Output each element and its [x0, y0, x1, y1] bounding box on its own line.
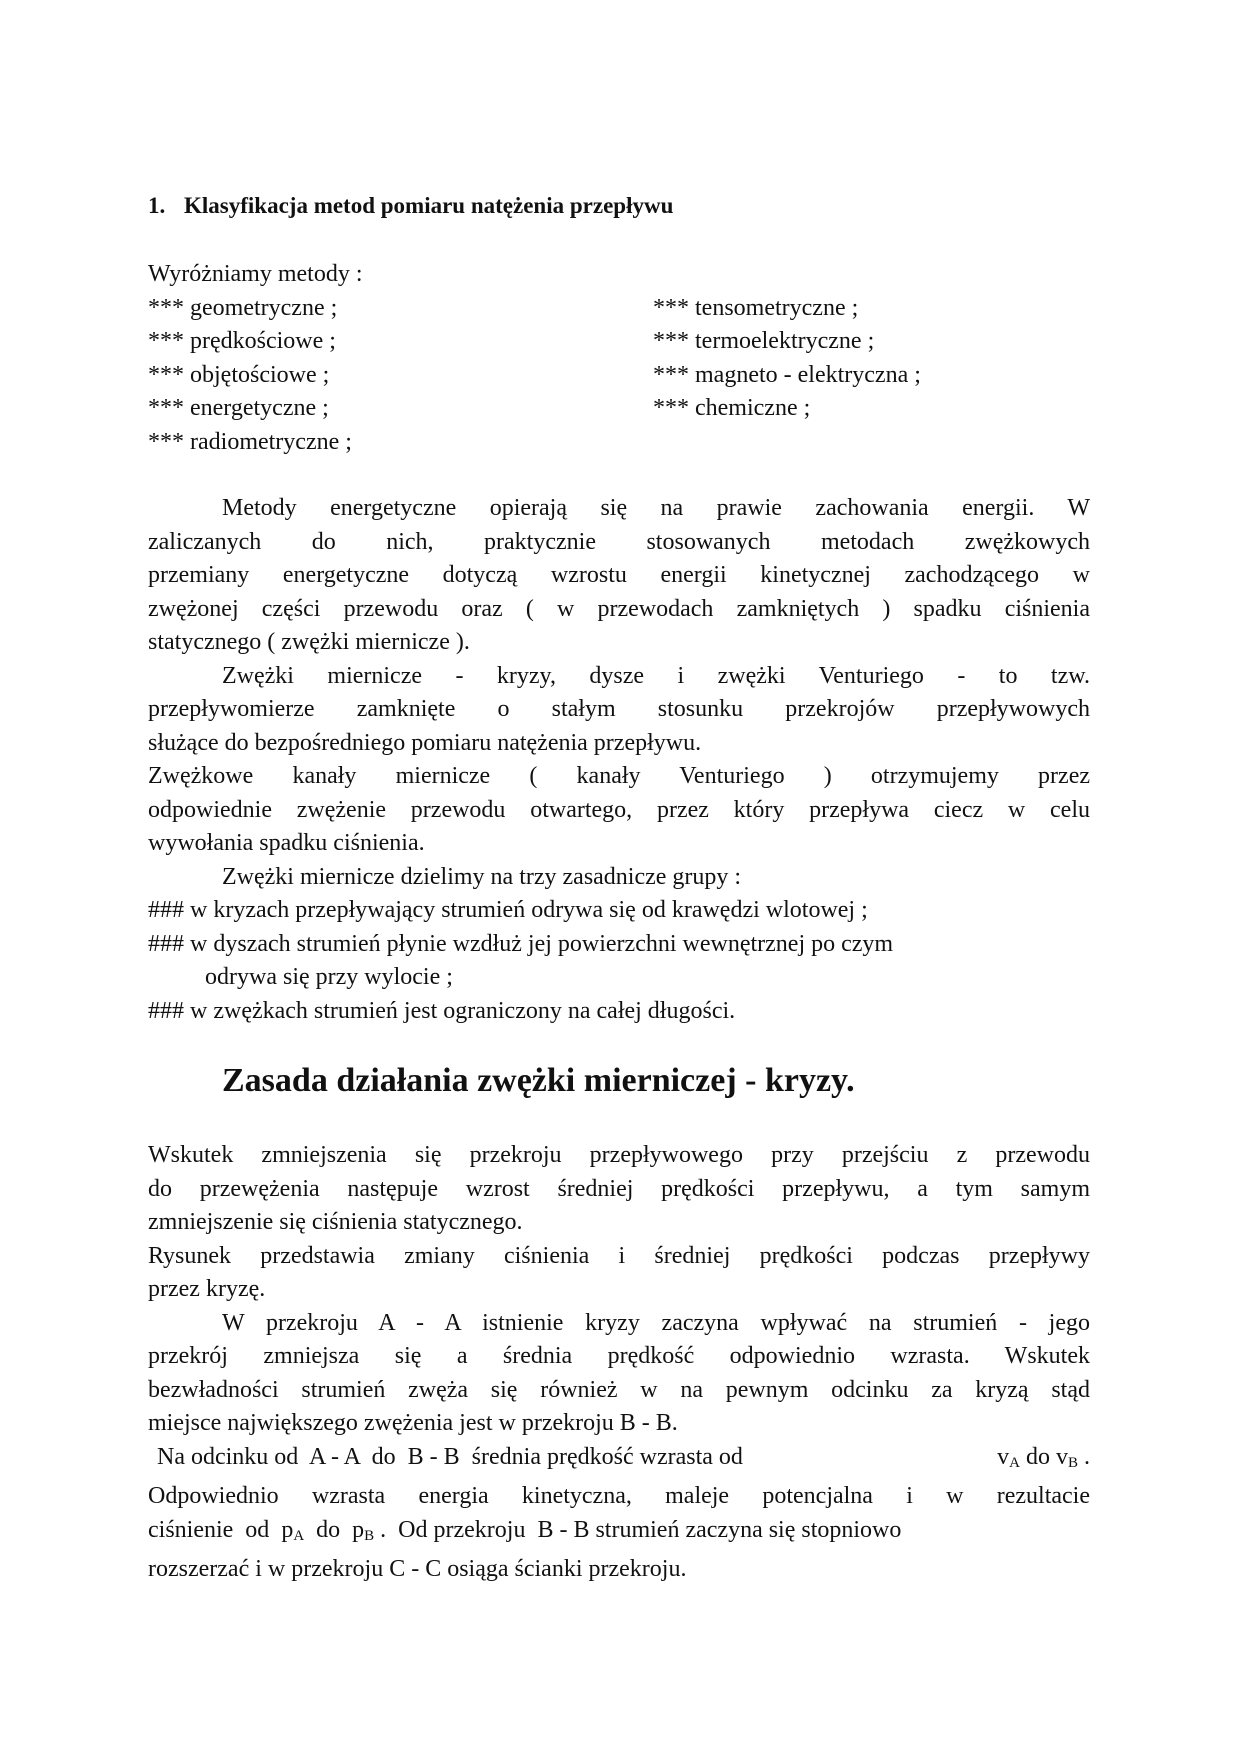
text-line: odpowiednie zwężenie przewodu otwartego, przez który przepływa ciecz w celu — [148, 796, 1090, 823]
text-line: W przekroju A - A istnienie kryzy zaczyna wpływać na strumień - jego — [222, 1309, 1090, 1336]
text-line: zwężonej części przewodu oraz ( w przewodach zamkniętych ) spadku ciśnienia — [148, 595, 1090, 622]
method-item: *** prędkościowe ; — [148, 328, 336, 354]
methods-list — [148, 258, 1090, 459]
group-item-continuation: odrywa się przy wylocie ; — [205, 964, 453, 990]
text-span: do — [1019, 1443, 1056, 1470]
text-span: ciśnienie od — [148, 1516, 282, 1543]
subscript: A — [1009, 1454, 1020, 1471]
text-line: bezwładności strumień zwęża się również w na pewnym odcinku za kryzą stąd — [148, 1376, 1090, 1403]
subscript: A — [293, 1527, 305, 1544]
text-line: Metody energetyczne opierają się na prawie zachowania energii. W — [222, 495, 1090, 521]
method-item: *** energetyczne ; — [148, 395, 329, 421]
section2-heading: Zasada działania zwężki mierniczej - kryzy. — [222, 1062, 855, 1099]
text-line: do przewężenia następuje wzrost średniej prędkości przepływu, a tym samym — [148, 1175, 1090, 1202]
group-item: ### w dyszach strumień płynie wzdłuż jej powierzchni wewnętrznej po czym — [148, 930, 894, 957]
text-line: Rysunek przedstawia zmiany ciśnienia i średniej prędkości podczas przepływy — [148, 1242, 1090, 1269]
text-line: zmniejszenie się ciśnienia statycznego. — [148, 1209, 523, 1235]
group-item: ### w kryzach przepływający strumień odrywa się od krawędzi wlotowej ; — [148, 897, 868, 923]
text-line: Odpowiednio wzrasta energia kinetyczna, maleje potencjalna i w rezultacie — [148, 1483, 1090, 1509]
method-item: *** termoelektryczne ; — [653, 328, 875, 354]
pressure-line — [148, 1514, 1090, 1554]
velocity-line — [148, 1441, 1090, 1481]
pressure-symbol: p — [281, 1516, 294, 1543]
text-span: . — [1078, 1443, 1090, 1470]
text-line: służące do bezpośredniego pomiaru natężenia przepływu. — [148, 729, 702, 756]
text-line: Zwężkowe kanały miernicze ( kanały Venturiego ) otrzymujemy przez — [148, 763, 1090, 789]
method-item: *** objętościowe ; — [148, 361, 330, 388]
velocity-symbol: v — [1055, 1443, 1068, 1470]
text-line: Zwężki miernicze - kryzy, dysze i zwężki Venturiego - to tzw. — [222, 662, 1090, 689]
section-title-text: Klasyfikacja metod pomiaru natężenia przepływu — [184, 193, 674, 218]
section1-body — [148, 492, 1090, 1028]
method-item: *** radiometryczne ; — [148, 428, 352, 455]
text-line: zaliczanych do nich, praktycznie stosowanych metodach zwężkowych — [148, 528, 1090, 555]
text-span: . Od przekroju B - B strumień zaczyna się stopniowo — [374, 1516, 902, 1543]
text-line: przekrój zmniejsza się a średnia prędkość odpowiednio wzrasta. Wskutek — [148, 1343, 1090, 1369]
text-line: miejsce największego zwężenia jest w przekroju B - B. — [148, 1410, 678, 1436]
text-line: przepływomierze zamknięte o stałym stosunku przekrojów przepływowych — [148, 696, 1090, 722]
text-line: Zwężki miernicze dzielimy na trzy zasadnicze grupy : — [222, 863, 742, 890]
text-line: statycznego ( zwężki miernicze ). — [148, 629, 470, 655]
velocity-symbol: v — [997, 1443, 1010, 1470]
text-span: Na odcinku od A - A do B - B średnia prędkość wzrasta od — [157, 1443, 749, 1470]
text-line: przemiany energetyczne dotyczą wzrostu energii kinetycznej zachodzącego w — [148, 562, 1090, 588]
subscript: B — [364, 1527, 375, 1544]
method-item: *** chemiczne ; — [653, 395, 811, 421]
methods-intro: Wyróżniamy metody : — [148, 261, 363, 287]
text-span: do — [304, 1516, 353, 1543]
text-line: wywołania spadku ciśnienia. — [148, 830, 425, 856]
text-line: rozszerzać i w przekroju C - C osiąga ścianki przekroju. — [148, 1556, 687, 1582]
method-item: *** tensometryczne ; — [653, 294, 859, 321]
method-item: *** magneto - elektryczna ; — [653, 361, 921, 388]
section2-body — [148, 1139, 1090, 1587]
section-title — [148, 193, 1090, 219]
subscript: B — [1067, 1454, 1078, 1471]
text-line: przez kryzę. — [148, 1276, 266, 1302]
section-number: 1. — [148, 193, 166, 218]
text-line: Wskutek zmniejszenia się przekroju przepływowego przy przejściu z przewodu — [148, 1142, 1090, 1168]
group-item: ### w zwężkach strumień jest ograniczony na całej długości. — [148, 997, 736, 1024]
pressure-symbol: p — [352, 1516, 365, 1543]
method-item: *** geometryczne ; — [148, 294, 338, 321]
